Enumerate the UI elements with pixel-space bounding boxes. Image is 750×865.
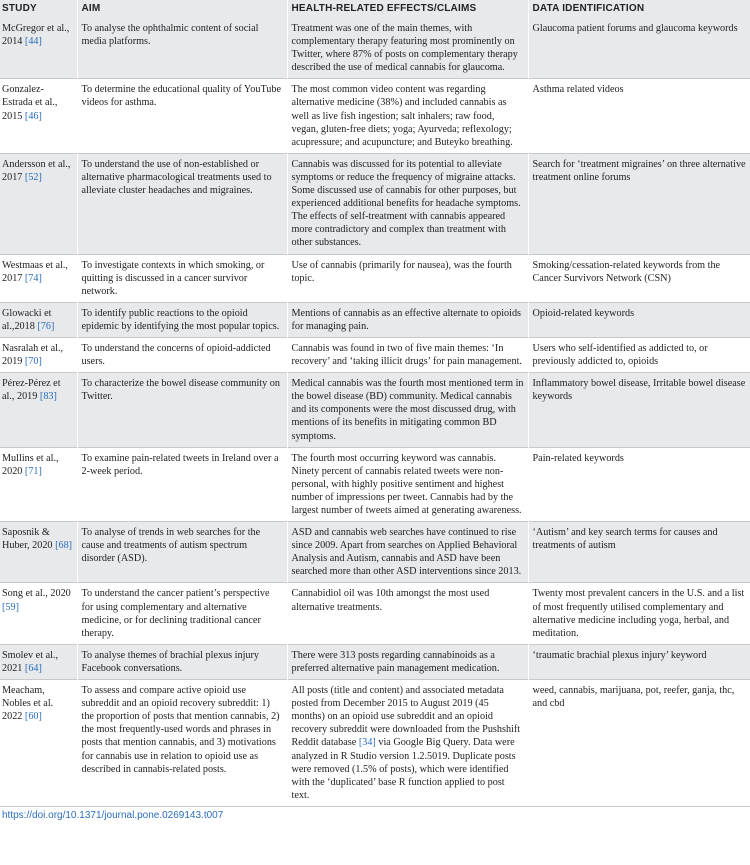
cell-aim: To examine pain-related tweets in Ireland over a 2-week period.: [77, 447, 287, 521]
doi-link[interactable]: https://doi.org/10.1371/journal.pone.0269143.t007: [2, 809, 224, 821]
cell-data-identification: Twenty most prevalent cancers in the U.S. and a list of most frequently utilised complementary and alternative medicine including yoga, herbal, and meditation.: [528, 583, 750, 644]
table-row: [0, 583, 750, 644]
cell-effects: Treatment was one of the main themes, with complementary therapy featuring most prominently on Twitter, where 87% of posts on complementary therapy described the use of medical cannabis for glaucoma.: [287, 18, 528, 79]
cell-data-identification: Smoking/cessation-related keywords from the Cancer Survivors Network (CSN): [528, 254, 750, 302]
reference-link[interactable]: [64]: [24, 662, 42, 674]
header-data-identification: DATA IDENTIFICATION: [528, 0, 750, 18]
table-row: [0, 302, 750, 337]
cell-data-identification: Pain-related keywords: [528, 447, 750, 521]
cell-aim: To characterize the bowel disease community on Twitter.: [77, 373, 287, 447]
reference-link[interactable]: [46]: [24, 110, 42, 122]
cell-data-identification: ‘Autism’ and key search terms for causes and treatments of autism: [528, 522, 750, 583]
cell-data-identification: Inflammatory bowel disease, Irritable bowel disease keywords: [528, 373, 750, 447]
cell-effects: There were 313 posts regarding cannabinoids as a preferred alternative pain management medication.: [287, 644, 528, 679]
reference-link[interactable]: [74]: [24, 272, 42, 284]
header-effects: HEALTH-RELATED EFFECTS/CLAIMS: [287, 0, 528, 18]
cell-effects: Mentions of cannabis as an effective alternate to opioids for managing pain.: [287, 302, 528, 337]
cell-data-identification: Glaucoma patient forums and glaucoma keywords: [528, 18, 750, 79]
cell-effects: Medical cannabis was the fourth most mentioned term in the bowel disease (BD) community. Medical cannabis and its components were the most discussed drug, with mentions of its benefits in mitigating common BD symptoms.: [287, 373, 528, 447]
cell-effects: Use of cannabis (primarily for nausea), was the fourth topic.: [287, 254, 528, 302]
cell-aim: To assess and compare active opioid use subreddit and an opioid recovery subreddit: 1) the proportion of posts that mention cannabis, 2) the most frequently-used words and phrases in posts that mention cannabis, and 3) motivations for cannabis use in relation to opioid use as described in cannabis-related posts.: [77, 680, 287, 807]
cell-study: Gonzalez-Estrada et al., 2015 [46]: [0, 79, 77, 153]
cell-study: Song et al., 2020 [59]: [0, 583, 77, 644]
header-aim: AIM: [77, 0, 287, 18]
reference-link[interactable]: [44]: [24, 36, 42, 48]
cell-study: Saposnik & Huber, 2020 [68]: [0, 522, 77, 583]
cell-aim: To understand the cancer patient’s perspective for using complementary and alternative medicine, or for declining traditional cancer therapy.: [77, 583, 287, 644]
table-header-row: [0, 0, 750, 18]
cell-study: McGregor et al., 2014 [44]: [0, 18, 77, 79]
cell-study: Westmaas et al., 2017 [74]: [0, 254, 77, 302]
cell-data-identification: weed, cannabis, marijuana, pot, reefer, ganja, thc, and cbd: [528, 680, 750, 807]
table-row: [0, 447, 750, 521]
cell-data-identification: Asthma related videos: [528, 79, 750, 153]
cell-data-identification: ‘traumatic brachial plexus injury’ keyword: [528, 644, 750, 679]
reference-link[interactable]: [34]: [358, 737, 376, 749]
cell-data-identification: Users who self-identified as addicted to, or previously addicted to, opioids: [528, 337, 750, 372]
cell-study: Nasralah et al., 2019 [70]: [0, 337, 77, 372]
cell-aim: To analyse themes of brachial plexus injury Facebook conversations.: [77, 644, 287, 679]
cell-aim: To investigate contexts in which smoking, or quitting is discussed in a cancer survivor network.: [77, 254, 287, 302]
cell-study: Meacham, Nobles et al. 2022 [60]: [0, 680, 77, 807]
table-row: [0, 337, 750, 372]
cell-aim: To analyse of trends in web searches for the cause and treatments of autism spectrum disorder (ASD).: [77, 522, 287, 583]
reference-link[interactable]: [60]: [24, 711, 42, 723]
cell-effects: The fourth most occurring keyword was cannabis. Ninety percent of cannabis related tweets were non-personal, with highly positive sentiment and highest number of impressions per tweet. Cannabis had by the largest number of tweets aimed at generating awareness.: [287, 447, 528, 521]
reference-link[interactable]: [59]: [2, 601, 19, 613]
table-row: [0, 79, 750, 153]
cell-aim: To understand the use of non-established or alternative pharmacological treatments used to alleviate cluster headaches and migraines.: [77, 153, 287, 254]
header-study: STUDY: [0, 0, 77, 18]
cell-aim: To analyse the ophthalmic content of social media platforms.: [77, 18, 287, 79]
table-row: [0, 373, 750, 447]
cell-effects: Cannabis was discussed for its potential to alleviate symptoms or reduce the frequency of migraine attacks. Some discussed use of cannabis for other purposes, but experienced additional benefits for headache symptoms. The effects of self-treatment with cannabis appeared more contradictory and complex than treatment with other substances.: [287, 153, 528, 254]
cell-study: Smolev et al., 2021 [64]: [0, 644, 77, 679]
cell-study: Pérez-Pérez et al., 2019 [83]: [0, 373, 77, 447]
cell-aim: To determine the educational quality of YouTube videos for asthma.: [77, 79, 287, 153]
cell-effects: The most common video content was regarding alternative medicine (38%) and included cannabis as well as live fish ingestion; salt inhalers; raw food, vegan, gluten-free diets; yoga; Ayurveda; reflexology; acupressure; and acupuncture; and Buteyko breathing.: [287, 79, 528, 153]
cell-study: Glowacki et al.,2018 [76]: [0, 302, 77, 337]
cell-aim: To understand the concerns of opioid-addicted users.: [77, 337, 287, 372]
cell-study: Mullins et al., 2020 [71]: [0, 447, 77, 521]
cell-effects: All posts (title and content) and associated metadata posted from December 2015 to August 2019 (45 months) on an opioid use subreddit and an opioid recovery subreddit were downloaded from the Pushshift Reddit database [34] via Google Big Query. Data were analyzed in R Studio version 1.2.5019. Duplicate posts were removed (1.5% of posts), which were identified with the ‘duplicated’ base R function applied to post text.: [287, 680, 528, 807]
reference-link[interactable]: [68]: [55, 540, 73, 552]
table-row: [0, 680, 750, 807]
reference-link[interactable]: [70]: [24, 356, 42, 368]
table-body: [0, 18, 750, 806]
reference-link[interactable]: [71]: [24, 465, 42, 477]
cell-effects: ASD and cannabis web searches have continued to rise since 2009. Apart from searches on Applied Behavioral Analysis and Autism, cannabis and ASD have been searched more than other ASD interventions since 2013.: [287, 522, 528, 583]
cell-data-identification: Opioid-related keywords: [528, 302, 750, 337]
cell-study: Andersson et al., 2017 [52]: [0, 153, 77, 254]
table-row: [0, 153, 750, 254]
cell-data-identification: Search for ‘treatment migraines’ on three alternative treatment online forums: [528, 153, 750, 254]
cell-aim: To identify public reactions to the opioid epidemic by identifying the most popular topics.: [77, 302, 287, 337]
table-row: [0, 254, 750, 302]
reference-link[interactable]: [52]: [24, 171, 42, 183]
reference-link[interactable]: [76]: [37, 320, 55, 332]
reference-link[interactable]: [83]: [39, 391, 57, 403]
cell-effects: Cannabidiol oil was 10th amongst the most used alternative treatments.: [287, 583, 528, 644]
table-row: [0, 18, 750, 79]
table-row: [0, 522, 750, 583]
cell-effects: Cannabis was found in two of five main themes: ‘In recovery’ and ‘taking illicit drugs’ for pain management.: [287, 337, 528, 372]
table-row: [0, 644, 750, 679]
